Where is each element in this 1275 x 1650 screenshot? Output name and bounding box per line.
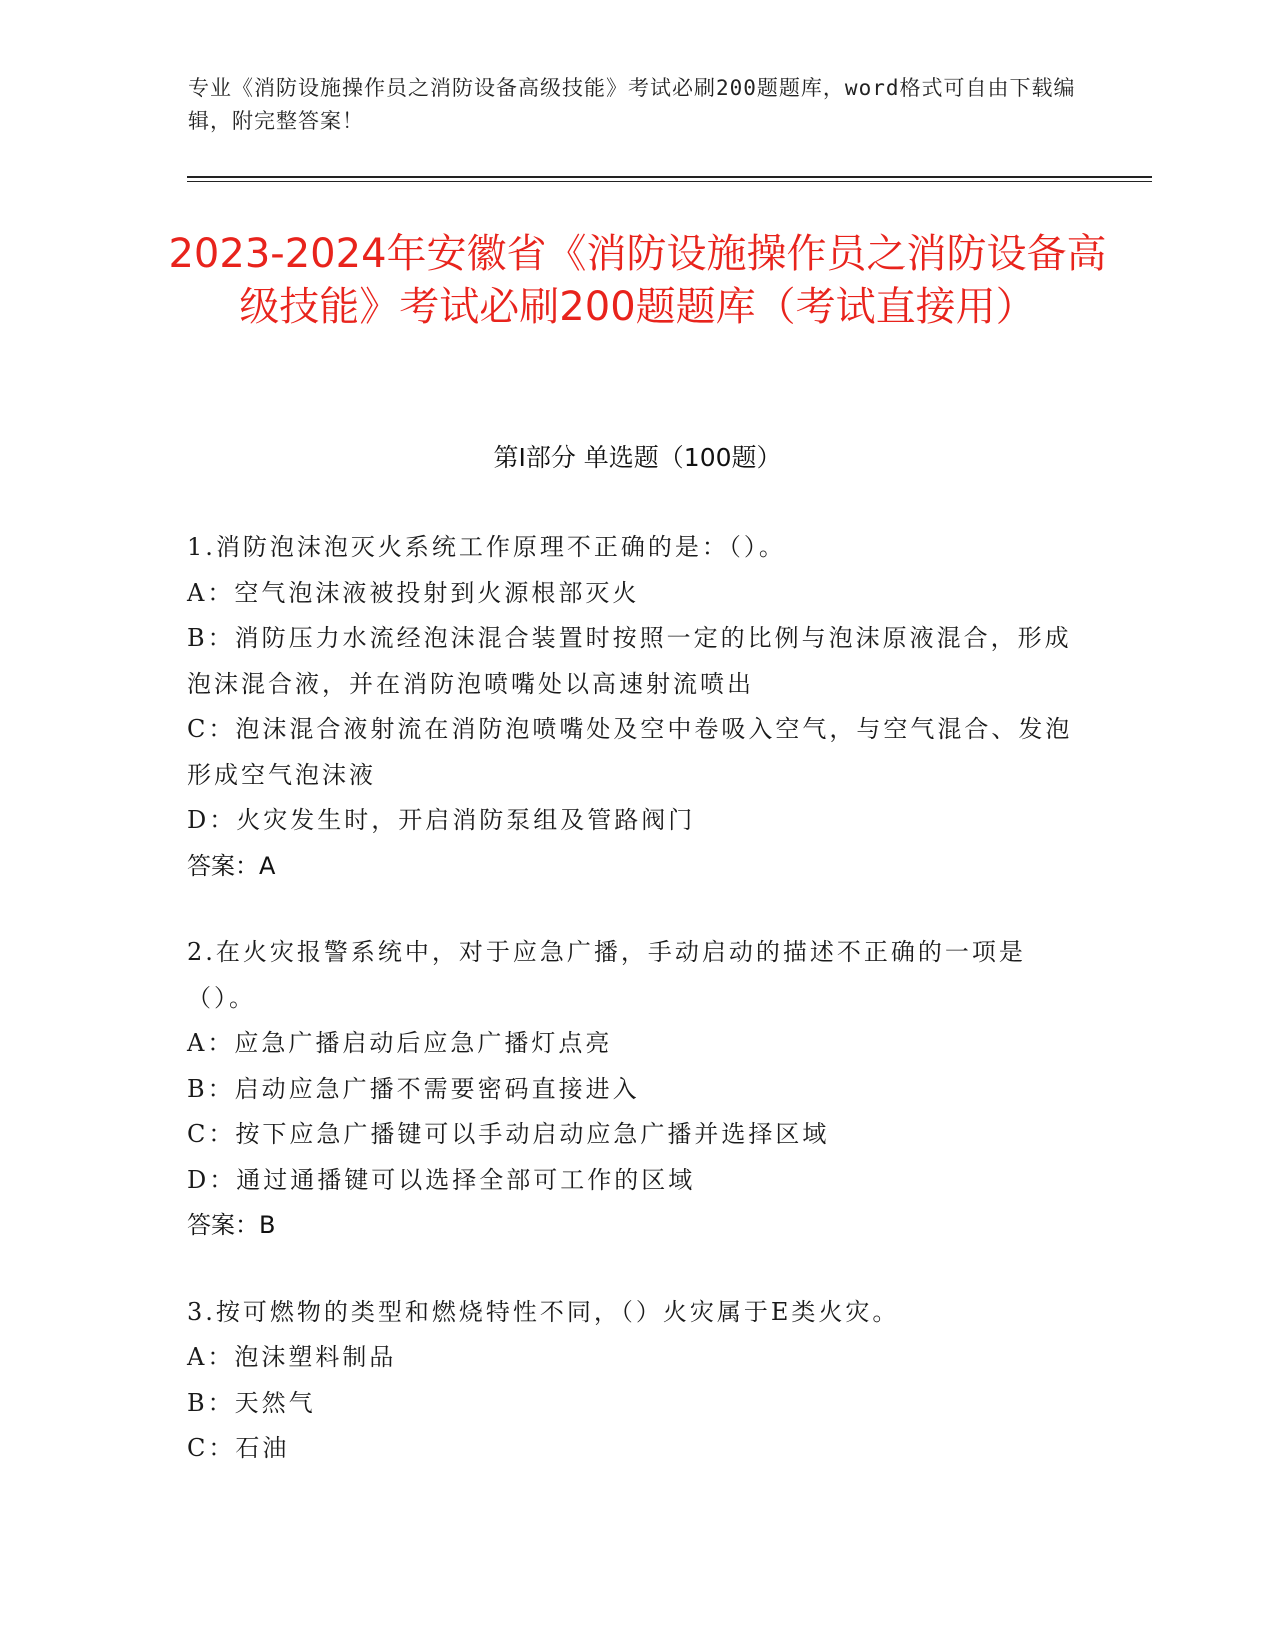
option-d: D：通过通播键可以选择全部可工作的区域 [187, 1165, 696, 1194]
option-b: B：消防压力水流经泡沫混合装置时按照一定的比例与泡沫原液混合，形成泡沫混合液，并在消防泡喷嘴处以高速射流喷出 [187, 624, 1072, 698]
option-c: C：石油 [187, 1434, 290, 1462]
question-2 [187, 930, 1087, 1249]
question-stem: 1.消防泡沫泡灭火系统工作原理不正确的是：（）。 [187, 533, 786, 561]
option-a: A：泡沫塑料制品 [187, 1343, 397, 1371]
answer-line: 答案：B [187, 1211, 276, 1239]
option-d: D：火灾发生时，开启消防泵组及管路阀门 [187, 806, 696, 834]
question-stem: 3.按可燃物的类型和燃烧特性不同，（）火灾属于E类火灾。 [187, 1297, 900, 1326]
document-title: 2023-2024年安徽省《消防设施操作员之消防设备高级技能》考试必刷200题题库（考试直接用） [168, 231, 1107, 330]
answer-line: 答案：A [187, 851, 276, 880]
option-b: B：启动应急广播不需要密码直接进入 [187, 1074, 640, 1103]
option-b: B：天然气 [187, 1388, 316, 1417]
question-stem: 2.在火灾报警系统中，对于应急广播，手动启动的描述不正确的一项是（）。 [187, 938, 1026, 1012]
option-a: A：空气泡沫液被投射到火源根部灭火 [187, 578, 640, 607]
question-list [187, 525, 1087, 1513]
header-rule-thin [187, 181, 1152, 182]
header-rule-thick [187, 176, 1152, 178]
option-a: A：应急广播启动后应急广播灯点亮 [187, 1029, 613, 1057]
option-c: C：按下应急广播键可以手动启动应急广播并选择区域 [187, 1120, 830, 1148]
option-c: C：泡沫混合液射流在消防泡喷嘴处及空中卷吸入空气，与空气混合、发泡形成空气泡沫液 [187, 715, 1073, 789]
section-heading: 第Ⅰ部分 单选题（100题） [493, 443, 782, 472]
question-3 [187, 1290, 1087, 1472]
header-note: 专业《消防设施操作员之消防设备高级技能》考试必刷200题题库，word格式可自由下载编辑，附完整答案！ [188, 76, 1076, 133]
question-1 [187, 525, 1087, 889]
